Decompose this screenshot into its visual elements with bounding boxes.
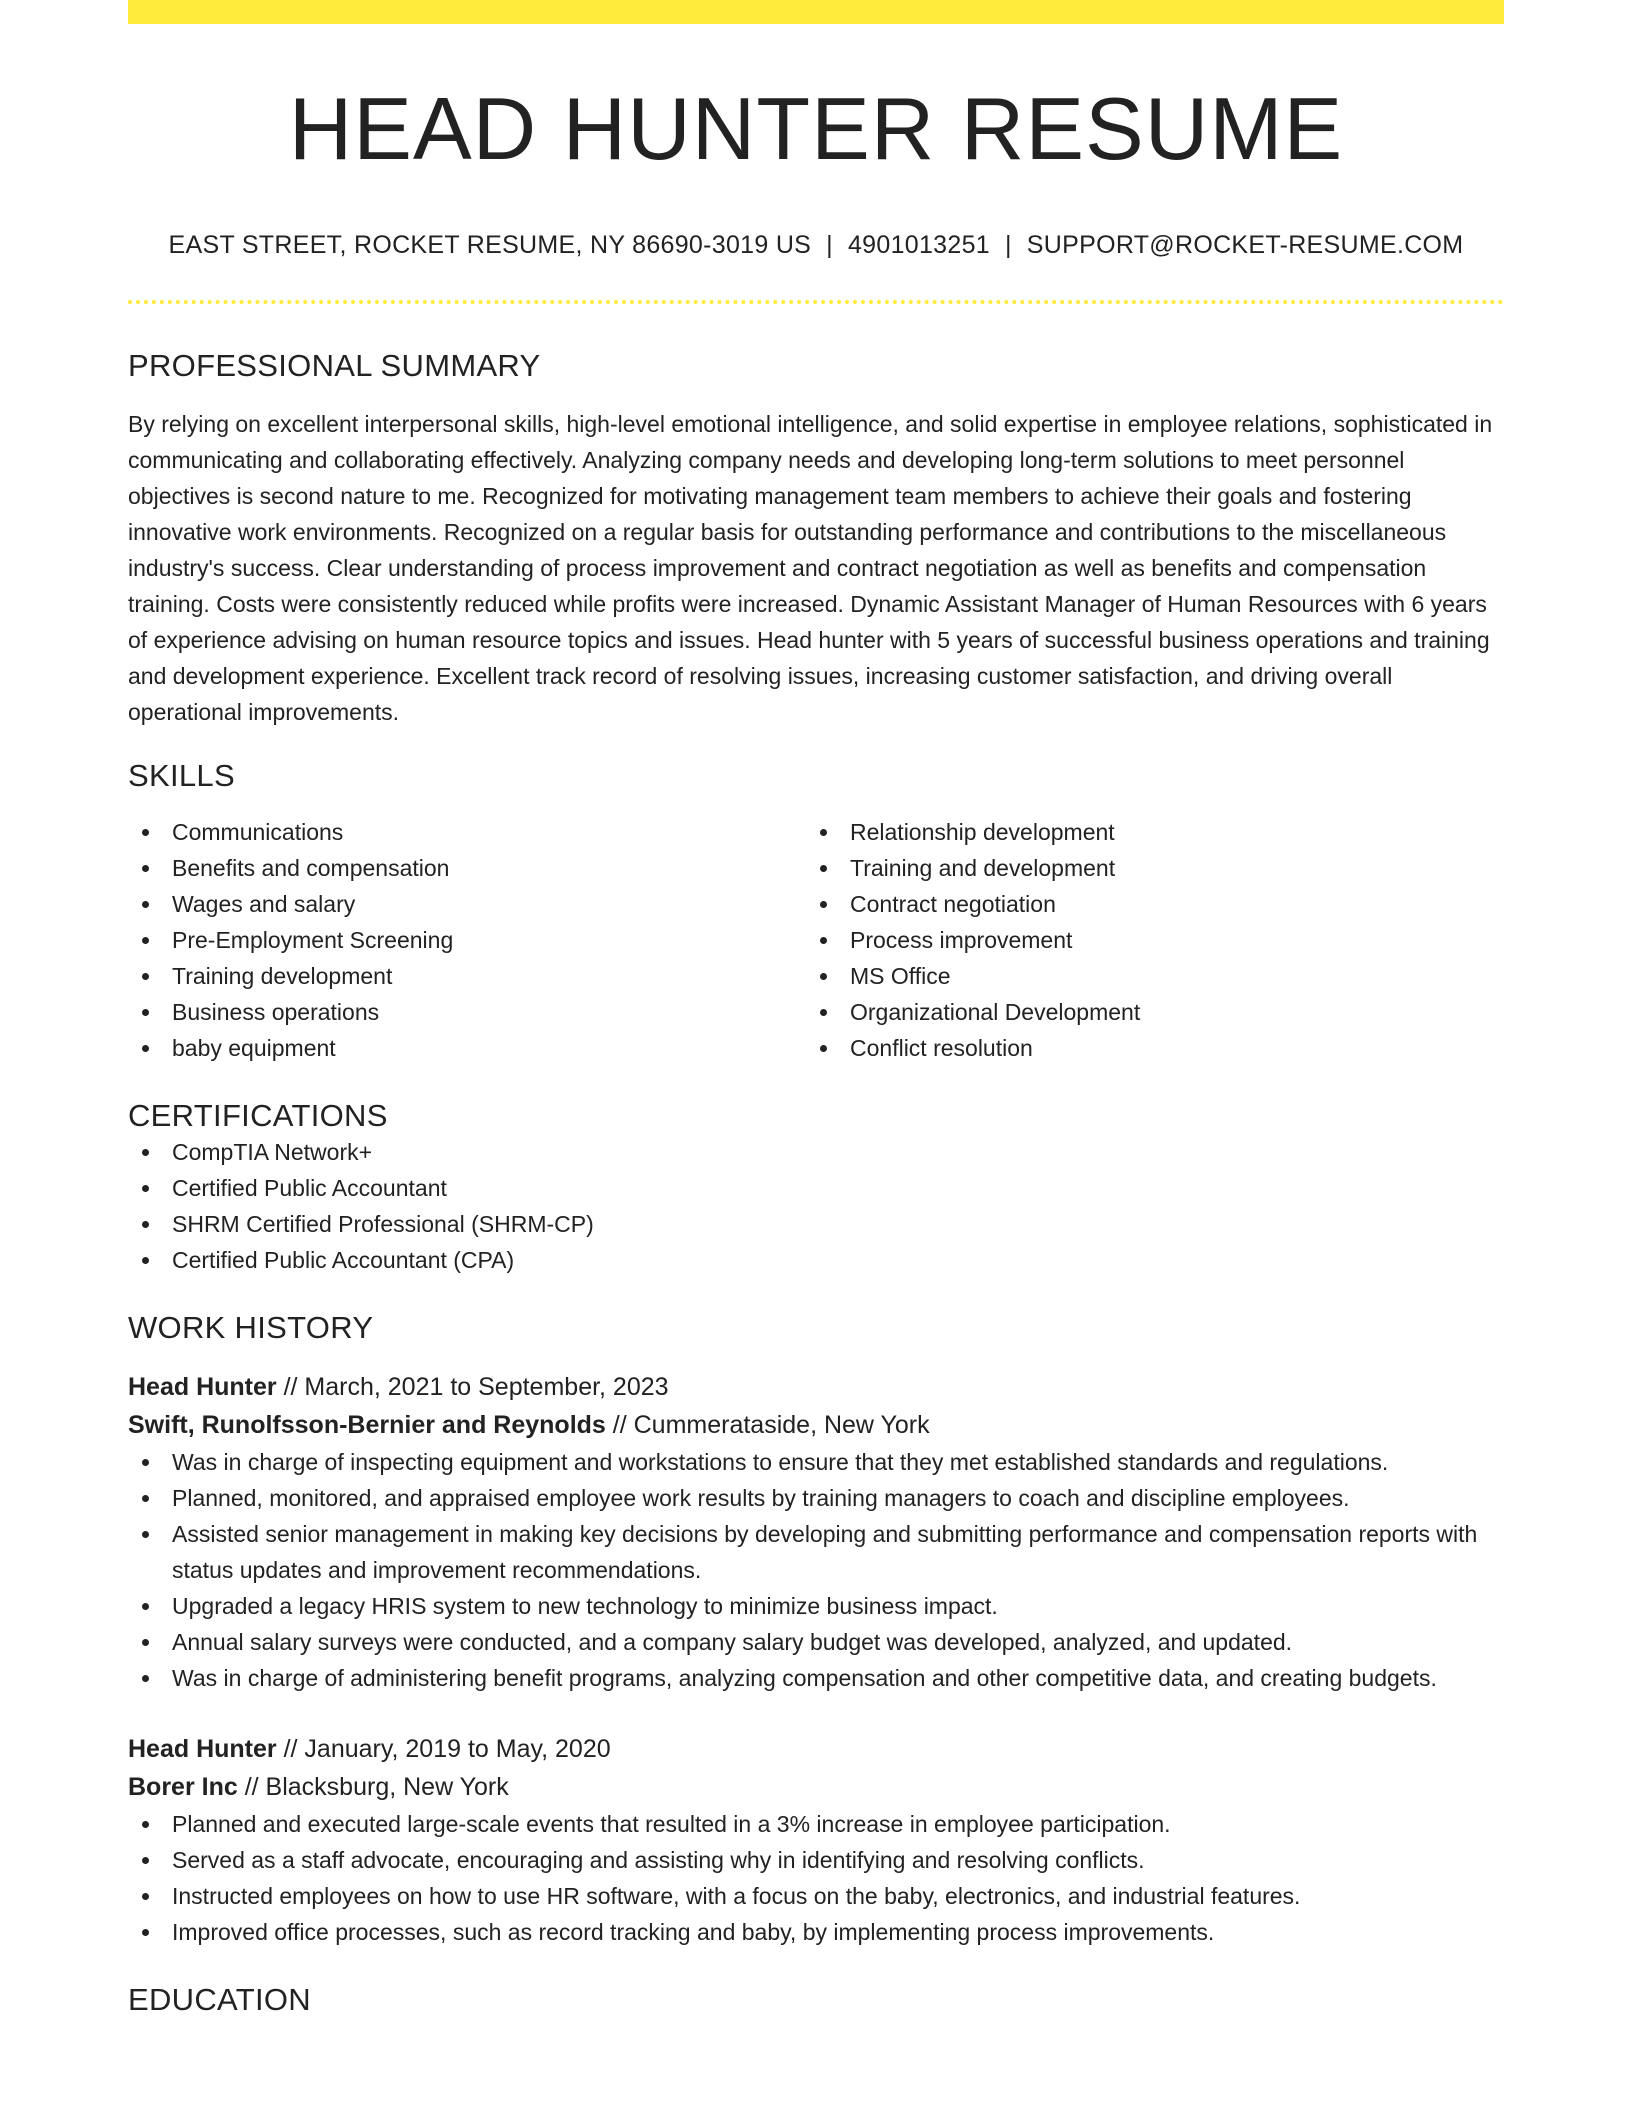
skills-grid	[128, 814, 1504, 1066]
job-bullet: Improved office processes, such as record tracking and baby, by implementing process improvements.	[128, 1914, 1504, 1950]
job-company: Swift, Runolfsson-Bernier and Reynolds	[128, 1411, 606, 1440]
skill-item: baby equipment	[128, 1030, 806, 1066]
bullet-dot	[142, 1929, 149, 1936]
certifications-heading: CERTIFICATIONS	[128, 1098, 388, 1134]
education-heading: EDUCATION	[128, 1982, 311, 2018]
job-company-line	[128, 1406, 1504, 1444]
job-bullet: Assisted senior management in making key decisions by developing and submitting performance and compensation reports with status updates and improvement recommendations.	[128, 1516, 1504, 1588]
bullet-dot	[142, 1257, 149, 1264]
skill-item: Contract negotiation	[806, 886, 1484, 922]
job-entry	[128, 1730, 1504, 1950]
job-location: // Cummerataside, New York	[605, 1411, 930, 1440]
skill-item: Training and development	[806, 850, 1484, 886]
job-entry	[128, 1368, 1504, 1696]
bullet-dot	[820, 901, 827, 908]
bullet-dot	[820, 1045, 827, 1052]
job-role: Head Hunter	[128, 1373, 277, 1402]
bullet-dot	[820, 1009, 827, 1016]
job-dates: // January, 2019 to May, 2020	[276, 1735, 611, 1764]
job-bullet: Planned and executed large-scale events that resulted in a 3% increase in employee participation.	[128, 1806, 1504, 1842]
skill-item: Business operations	[128, 994, 806, 1030]
certifications-list	[128, 1134, 1504, 1278]
skill-item: Conflict resolution	[806, 1030, 1484, 1066]
contact-line	[128, 231, 1504, 260]
bullet-dot	[820, 973, 827, 980]
work-history-heading: WORK HISTORY	[128, 1310, 374, 1346]
skills-column-right	[806, 814, 1484, 1066]
bullet-dot	[142, 1045, 149, 1052]
bullet-dot	[142, 1675, 149, 1682]
bullet-dot	[820, 865, 827, 872]
summary-text: By relying on excellent interpersonal skills, high-level emotional intelligence, and solid expertise in employee relations, sophisticated in communicating and collaborating effectively. Analyzing company needs and developing long-term solutions to meet personnel objectives is second nature to me. Recognized for motivating management team members to achieve their goals and fostering innovative work environments. Recognized on a regular basis for outstanding performance and contributions to the miscellaneous industry's success. Clear understanding of process improvement and contract negotiation as well as benefits and compensation training. Costs were consistently reduced while profits were increased. Dynamic Assistant Manager of Human Resources with 6 years of experience advising on human resource topics and issues. Head hunter with 5 years of successful business operations and training and development experience. Excellent track record of resolving issues, increasing customer satisfaction, and driving overall operational improvements.	[128, 411, 1493, 726]
job-bullets	[128, 1444, 1504, 1696]
bullet-dot	[142, 1495, 149, 1502]
skill-item: MS Office	[806, 958, 1484, 994]
job-bullet: Upgraded a legacy HRIS system to new technology to minimize business impact.	[128, 1588, 1504, 1624]
skill-item: Training development	[128, 958, 806, 994]
skills-heading: SKILLS	[128, 758, 235, 794]
skill-item: Pre-Employment Screening	[128, 922, 806, 958]
dotted-divider	[128, 300, 1504, 304]
certification-item: Certified Public Accountant	[128, 1170, 1504, 1206]
job-dates: // March, 2021 to September, 2023	[276, 1373, 669, 1402]
bullet-dot	[820, 937, 827, 944]
skill-item: Benefits and compensation	[128, 850, 806, 886]
certification-item: CompTIA Network+	[128, 1134, 1504, 1170]
contact-email: SUPPORT@ROCKET-RESUME.COM	[1026, 231, 1464, 260]
bullet-dot	[142, 1603, 149, 1610]
job-bullet: Served as a staff advocate, encouraging and assisting why in identifying and resolving conflicts.	[128, 1842, 1504, 1878]
bullet-dot	[142, 937, 149, 944]
bullet-dot	[142, 1893, 149, 1900]
bullet-dot	[820, 829, 827, 836]
job-bullet: Planned, monitored, and appraised employee work results by training managers to coach and discipline employees.	[128, 1480, 1504, 1516]
skills-column-left	[128, 814, 806, 1066]
bullet-dot	[142, 973, 149, 980]
skill-item: Communications	[128, 814, 806, 850]
contact-address: EAST STREET, ROCKET RESUME, NY 86690-3019 US	[168, 231, 812, 260]
bullet-dot	[142, 1857, 149, 1864]
certification-item: SHRM Certified Professional (SHRM-CP)	[128, 1206, 1504, 1242]
bullet-dot	[142, 1009, 149, 1016]
job-role-line	[128, 1730, 1504, 1768]
skill-item: Organizational Development	[806, 994, 1484, 1030]
job-role-line	[128, 1368, 1504, 1406]
contact-separator: |	[826, 231, 833, 260]
job-bullets	[128, 1806, 1504, 1950]
job-role: Head Hunter	[128, 1735, 277, 1764]
resume-page	[128, 0, 1504, 2018]
job-company-line	[128, 1768, 1504, 1806]
accent-top-bar	[128, 0, 1504, 24]
bullet-dot	[142, 1821, 149, 1828]
skill-item: Process improvement	[806, 922, 1484, 958]
bullet-dot	[142, 865, 149, 872]
skill-item: Wages and salary	[128, 886, 806, 922]
job-bullet: Was in charge of administering benefit programs, analyzing compensation and other competitive data, and creating budgets.	[128, 1660, 1504, 1696]
bullet-dot	[142, 1149, 149, 1156]
summary-heading: PROFESSIONAL SUMMARY	[128, 348, 541, 384]
job-bullet: Instructed employees on how to use HR software, with a focus on the baby, electronics, and industrial features.	[128, 1878, 1504, 1914]
bullet-dot	[142, 1531, 149, 1538]
bullet-dot	[142, 901, 149, 908]
contact-phone: 4901013251	[847, 231, 990, 260]
job-bullet: Annual salary surveys were conducted, and a company salary budget was developed, analyzed, and updated.	[128, 1624, 1504, 1660]
job-location: // Blacksburg, New York	[237, 1773, 509, 1802]
job-bullet: Was in charge of inspecting equipment and workstations to ensure that they met established standards and regulations.	[128, 1444, 1504, 1480]
bullet-dot	[142, 829, 149, 836]
bullet-dot	[142, 1459, 149, 1466]
skill-item: Relationship development	[806, 814, 1484, 850]
bullet-dot	[142, 1185, 149, 1192]
contact-separator: |	[1005, 231, 1012, 260]
bullet-dot	[142, 1221, 149, 1228]
bullet-dot	[142, 1639, 149, 1646]
certification-item: Certified Public Accountant (CPA)	[128, 1242, 1504, 1278]
resume-name: HEAD HUNTER RESUME	[288, 79, 1344, 178]
job-company: Borer Inc	[128, 1773, 238, 1802]
